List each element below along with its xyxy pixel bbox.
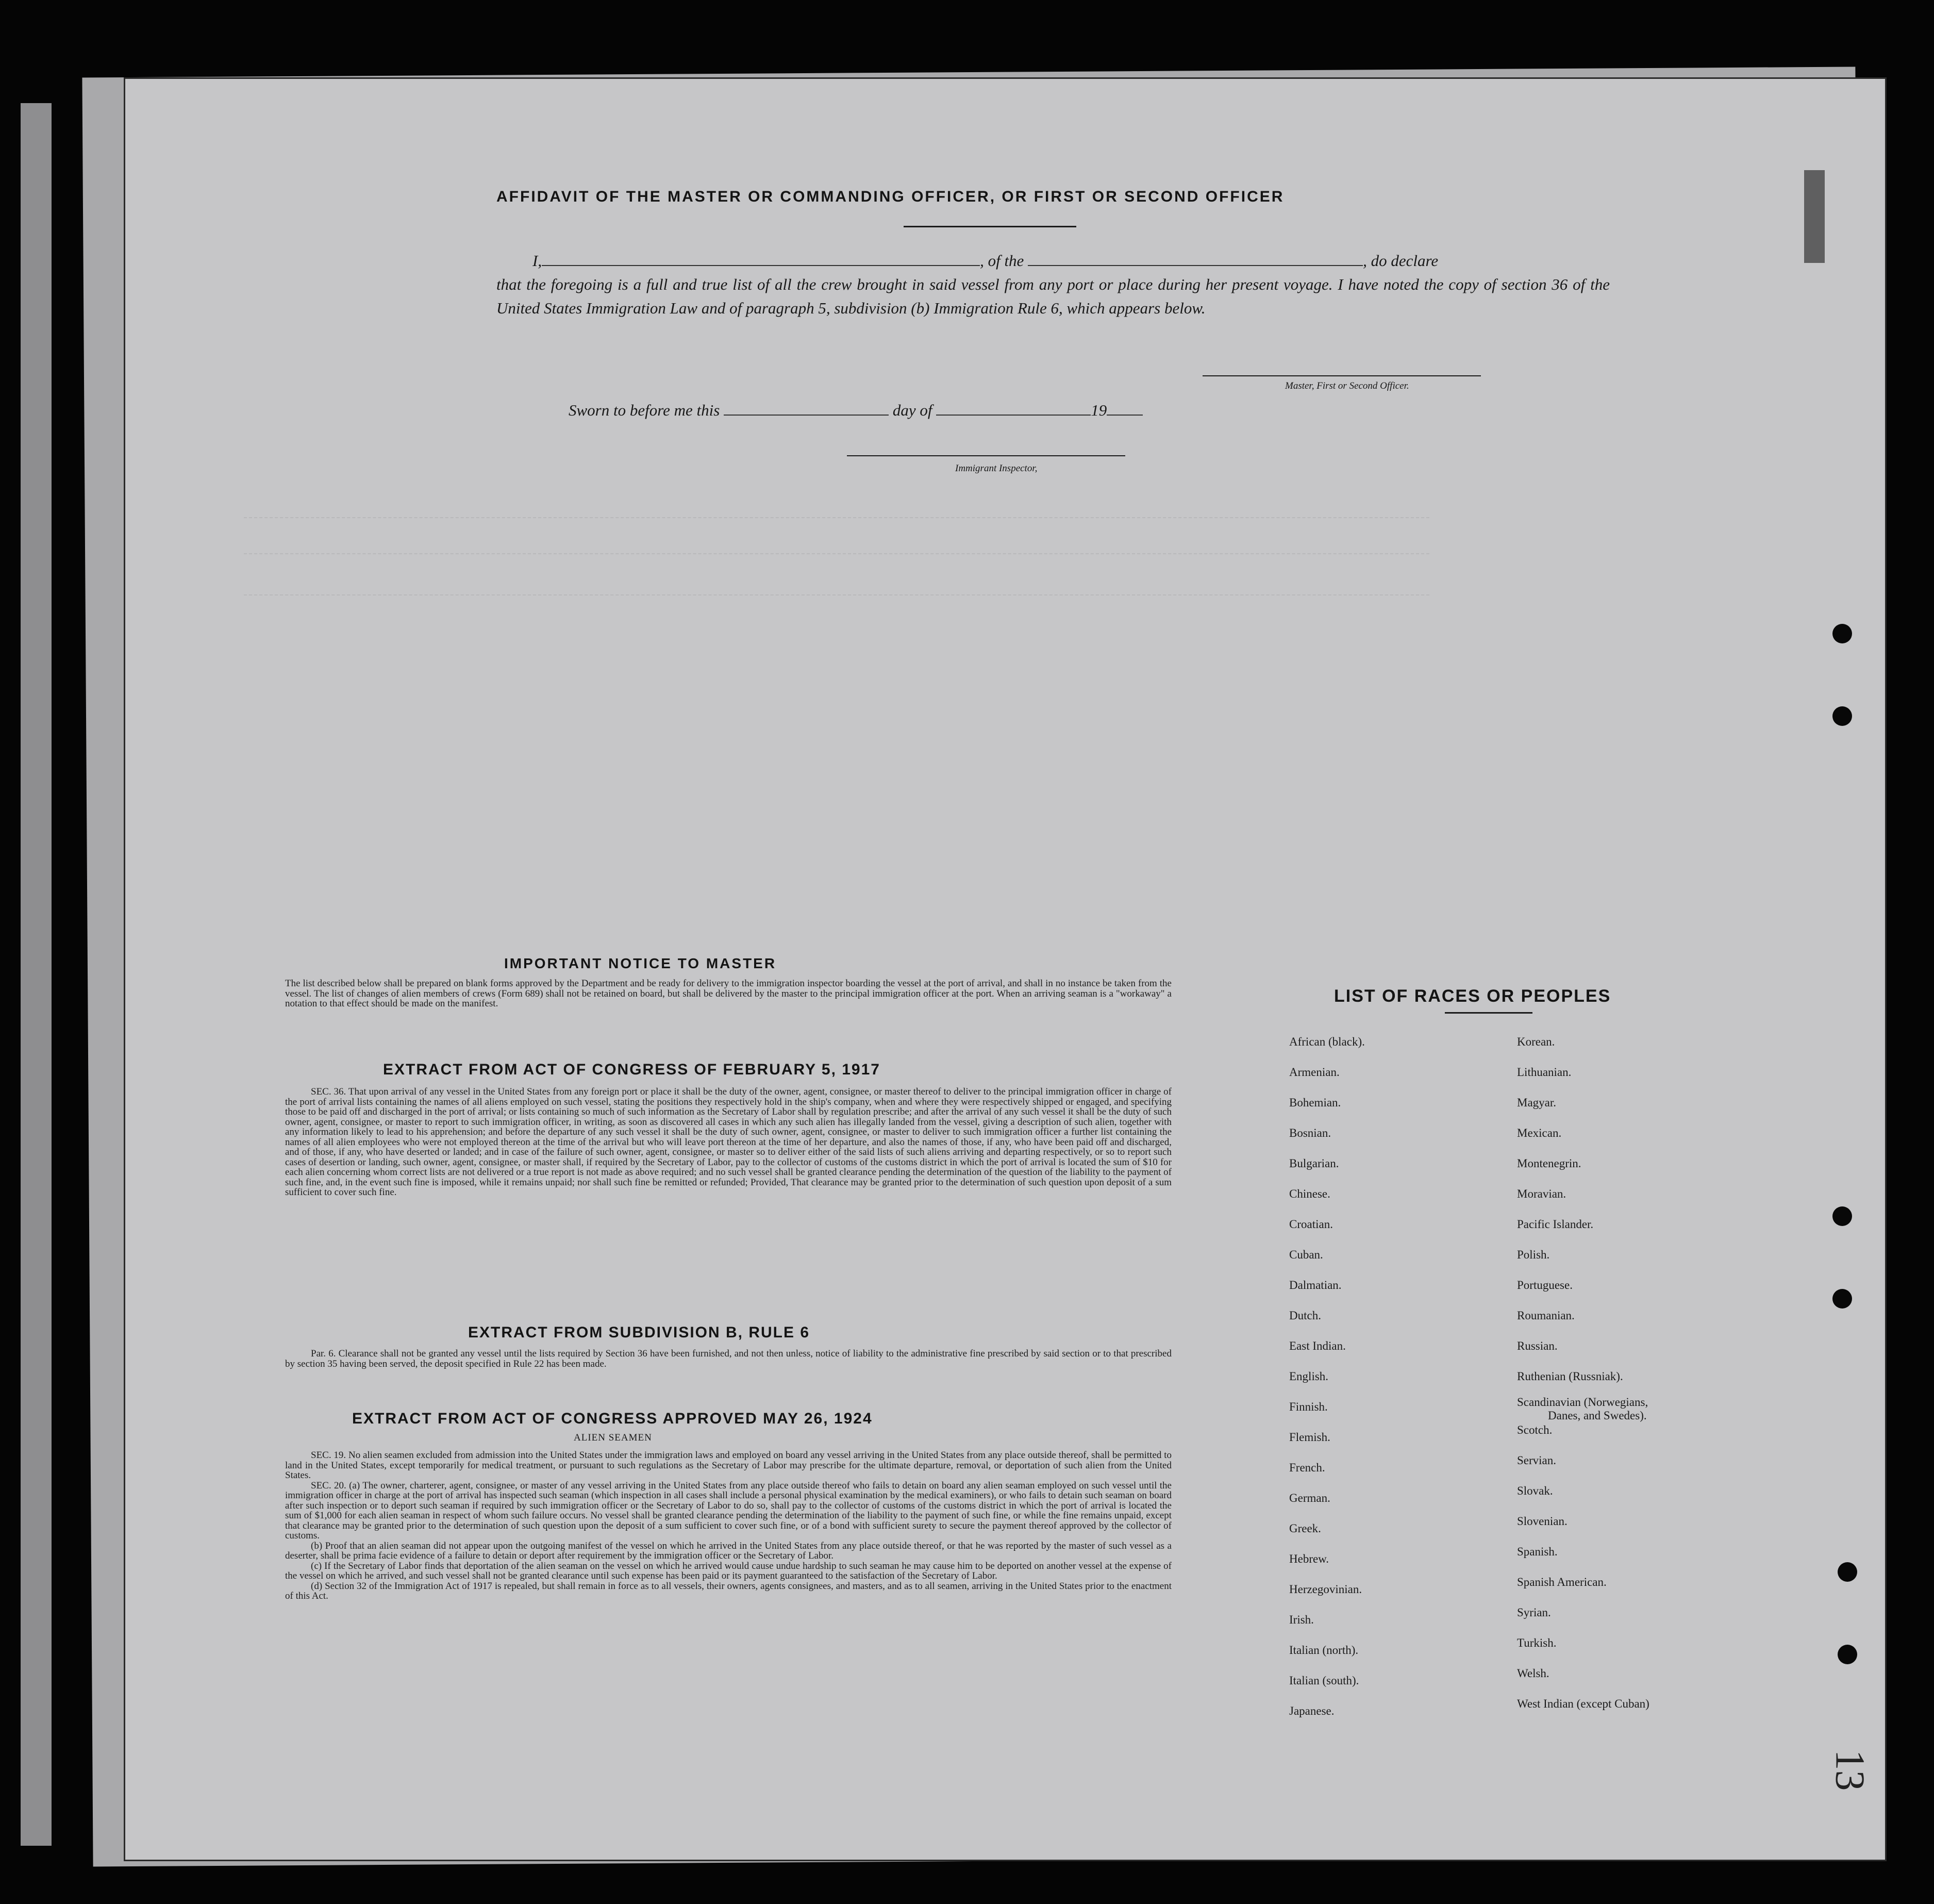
of-the-label: , of the xyxy=(980,252,1024,270)
race-item: Bulgarian. xyxy=(1289,1157,1339,1170)
race-item: Korean. xyxy=(1517,1035,1555,1048)
torn-edge xyxy=(1804,170,1825,263)
binder-hole xyxy=(1838,1562,1857,1582)
race-item: Finnish. xyxy=(1289,1400,1328,1413)
inspector-line[interactable] xyxy=(847,455,1125,456)
race-item: Slovenian. xyxy=(1517,1515,1568,1528)
race-item: Turkish. xyxy=(1517,1636,1557,1649)
race-item: Syrian. xyxy=(1517,1606,1551,1619)
race-item: Hebrew. xyxy=(1289,1552,1329,1565)
extract-1924-body xyxy=(285,1450,1172,1601)
affidavit-body: that the foregoing is a full and true list of all the crew brought in said vessel from any port or place during her present voyage. I have noted the copy of section 36 of the United States Immigration Law and of paragraph 5, subdivision (b) Immigration Rule 6, which appears below. xyxy=(496,275,1610,317)
race-item: Bosnian. xyxy=(1289,1127,1331,1139)
affidavit-title: AFFIDAVIT OF THE MASTER OR COMMANDING OFFICER, OR FIRST OR SECOND OFFICER xyxy=(496,188,1285,205)
race-item: Russian. xyxy=(1517,1339,1558,1352)
races-title: LIST OF RACES OR PEOPLES xyxy=(1334,986,1611,1006)
race-item: Roumanian. xyxy=(1517,1309,1575,1322)
race-item: Pacific Islander. xyxy=(1517,1218,1594,1231)
race-item: Armenian. xyxy=(1289,1066,1340,1079)
race-item: Montenegrin. xyxy=(1517,1157,1581,1170)
year-prefix: 19 xyxy=(1091,401,1107,419)
race-item: Chinese. xyxy=(1289,1187,1330,1200)
race-item: Spanish. xyxy=(1517,1545,1558,1558)
race-item: Irish. xyxy=(1289,1613,1314,1626)
margin-page-number: 13 xyxy=(1827,1749,1873,1791)
extract-rule6-body: Par. 6. Clearance shall not be granted any vessel until the lists required by Section 36 have been furnished, and not then unless, notice of liability to the administrative fine prescribed by said section or to that prescribed by section 35 having been served, the deposit specified in Rule 22 has been made. xyxy=(285,1348,1172,1369)
extract-1917-title: EXTRACT FROM ACT OF CONGRESS OF FEBRUARY 5, 1917 xyxy=(383,1061,880,1078)
races-left-column xyxy=(1289,1026,1365,1726)
race-item: Spanish American. xyxy=(1517,1576,1607,1588)
race-item: English. xyxy=(1289,1370,1329,1383)
race-item: Japanese. xyxy=(1289,1704,1335,1717)
race-item: Cuban. xyxy=(1289,1248,1323,1261)
binder-hole xyxy=(1832,706,1852,726)
faint-row xyxy=(244,594,1429,595)
race-item: Welsh. xyxy=(1517,1667,1549,1680)
sec19-paragraph: SEC. 19. No alien seamen excluded from admission into the United States under the immigration laws and employed on board any vessel arriving in the United States from any place outside thereof, shall be permitted to land in the United States, except temporarily for medical treatment, or pursuant to such regulations as the Secretary of Labor may prescribe for the ultimate departure, removal, or deportation of such alien from the United States. xyxy=(285,1450,1172,1481)
binder-hole xyxy=(1838,1645,1857,1664)
race-item-scandinavian-cont: Danes, and Swedes). xyxy=(1548,1409,1647,1422)
race-item: West Indian (except Cuban) xyxy=(1517,1697,1649,1710)
race-item-scandinavian: Scandinavian (Norwegians, xyxy=(1517,1396,1648,1409)
faint-row xyxy=(244,517,1429,518)
race-item: Slovak. xyxy=(1517,1484,1553,1497)
vessel-blank[interactable] xyxy=(1028,265,1363,266)
background-sheet-edge xyxy=(21,103,52,1846)
faint-row xyxy=(244,553,1429,554)
affidavit-i-label: I, xyxy=(532,252,542,270)
race-item: Herzegovinian. xyxy=(1289,1583,1362,1596)
race-item: Polish. xyxy=(1517,1248,1550,1261)
do-declare-label: , do declare xyxy=(1363,252,1439,270)
race-item: African (black). xyxy=(1289,1035,1365,1048)
race-item: Mexican. xyxy=(1517,1127,1562,1139)
race-item: Italian (north). xyxy=(1289,1644,1359,1657)
extract-1917-body: SEC. 36. That upon arrival of any vessel in the United States from any foreign port or place it shall be the duty of the owner, agent, consignee, or master thereof to deliver to the principal immigration officer in charge of the port of arrival lists containing the names of all aliens employed on such vessel, stating the positions they respectively hold in the ship's company, when and where they were respectively shipped or engaged, and specifying those to be paid off and discharged in the port of arrival; or lists containing so much of such information as the Secretary of Labor shall by regulation prescribe; and after the arrival of any such vessel it shall be the duty of such owner, agent, consignee, or master to report to such immigration officer, in writing, as soon as discovered all cases in which any such alien has illegally landed from the vessel, giving a description of such alien, together with any information likely to lead to his apprehension; and before the departure of any such vessel it shall be the duty of such owner, agent, consignee, or master to deliver to such immigration officer a further list containing the names of all alien employees who were not employed thereon at the time of the arrival but who will leave port thereon at the time of her departure, and also the names of those, if any, who have been paid off and discharged, and of those, if any, who have deserted or landed; and in case of the failure of such owner, agent, consignee, or master so to deliver either of the said lists of such aliens arriving and departing respectively, or so to report such cases of desertion or landing, such owner, agent, consignee, or master shall, if required by the Secretary of Labor, pay to the collector of customs of the customs district in which the port of arrival is located the sum of $10 for each alien concerning whom correct lists are not delivered or a true report is not made as above required; and no such vessel shall be granted clearance pending the determination of the question of the liability to the payment of such fine, and, in the event such fine is imposed, while it remains unpaid; nor shall such fine be remitted or refunded; Provided, That clearance may be granted prior to the determination of such question upon deposit of a sum sufficient to cover such fine. xyxy=(285,1086,1172,1198)
inspector-caption: Immigrant Inspector, xyxy=(955,463,1038,474)
race-item: Lithuanian. xyxy=(1517,1066,1572,1079)
binder-hole xyxy=(1832,1206,1852,1226)
race-item: Dutch. xyxy=(1289,1309,1321,1322)
race-item: Dalmatian. xyxy=(1289,1279,1342,1292)
race-item: Servian. xyxy=(1517,1454,1557,1467)
title-rule xyxy=(904,226,1076,227)
race-item: Greek. xyxy=(1289,1522,1321,1535)
race-item: Flemish. xyxy=(1289,1431,1330,1444)
sec20d-paragraph: (d) Section 32 of the Immigration Act of 1917 is repealed, but shall remain in force as to all vessels, their owners, agents consignees, and masters, and as to all seamen, arriving in the United States prior to the enactment of this Act. xyxy=(285,1580,1172,1601)
race-item: Moravian. xyxy=(1517,1187,1566,1200)
sec20b-paragraph: (b) Proof that an alien seaman did not appear upon the outgoing manifest of the vessel on which he arrived in the United States from any place outside thereof, or that he was reported by the master of such vessel as a deserter, shall be prima facie evidence of a failure to detain or deport after requirement by the immigration officer or the Secretary of Labor. xyxy=(285,1540,1172,1561)
race-item: Italian (south). xyxy=(1289,1674,1359,1687)
sec20a-paragraph: SEC. 20. (a) The owner, charterer, agent, consignee, or master of any vessel arriving in the United States from any place outside thereof who fails to detain on board any alien seaman employed on such vessel until the immigration officer in charge at the port of arrival has inspected such seaman (which inspection in all cases shall include a personal physical examination by the medical examiners), or who fails to detain such seaman on board after such inspection or to deport such seaman if required by such immigration officer or the Secretary of Labor to do so, shall pay to the collector of customs of the customs district in which the port of arrival is located the sum of $1,000 for each alien seaman in respect of whom such failure occurs. No vessel shall be granted clearance pending the determination of the liability to the payment of such fine, or while the fine remains unpaid, except that clearance may be granted prior to the determination of such question upon the deposit of a sum sufficient to cover such fine, or of a bond with sufficient surety to secure the payment thereof approved by the collector of customs. xyxy=(285,1480,1172,1541)
race-item: Croatian. xyxy=(1289,1218,1333,1231)
binder-hole xyxy=(1832,1289,1852,1309)
day-of-label: day of xyxy=(892,401,932,419)
extract-1924-title: EXTRACT FROM ACT OF CONGRESS APPROVED MAY 26, 1924 xyxy=(352,1410,873,1427)
sworn-line xyxy=(569,401,1143,420)
races-right-column xyxy=(1517,1026,1649,1719)
month-blank[interactable] xyxy=(936,415,1091,416)
day-blank[interactable] xyxy=(724,415,889,416)
notice-title: IMPORTANT NOTICE TO MASTER xyxy=(504,955,777,971)
signature-caption: Master, First or Second Officer. xyxy=(1285,380,1409,391)
race-item: Portuguese. xyxy=(1517,1279,1573,1292)
extract-rule6-title: EXTRACT FROM SUBDIVISION B, RULE 6 xyxy=(468,1324,810,1341)
sec20c-paragraph: (c) If the Secretary of Labor finds that deportation of the alien seaman on the vessel on which he arrived would cause undue hardship to such seaman he may cause him to be deported on another vessel at the expense of the vessel on which he arrived, and such vessel shall not be granted clearance until such expense has been paid or its payment guaranteed to the satisfaction of the Secretary of Labor. xyxy=(285,1560,1172,1581)
document-page xyxy=(124,77,1887,1861)
binder-hole xyxy=(1832,624,1852,643)
sworn-text: Sworn to before me this xyxy=(569,401,720,419)
name-blank[interactable] xyxy=(542,265,980,266)
year-blank[interactable] xyxy=(1107,415,1143,416)
race-item: German. xyxy=(1289,1492,1330,1504)
notice-body: The list described below shall be prepared on blank forms approved by the Department and be ready for delivery to the immigration inspector boarding the vessel at the port of arrival, and shall in no instance be taken from the vessel. The list of changes of alien members of crews (Form 689) shall not be retained on board, but shall be delivered by the master to the principal immigration officer at the port. When an arriving seaman is a "workaway" a notation to that effect should be made on the manifest. xyxy=(285,978,1172,1009)
extract-1924-subtitle: ALIEN SEAMEN xyxy=(574,1432,652,1443)
race-item: Scotch. xyxy=(1517,1423,1553,1436)
race-item: Bohemian. xyxy=(1289,1096,1341,1109)
race-item: French. xyxy=(1289,1461,1325,1474)
race-item: Ruthenian (Russniak). xyxy=(1517,1370,1623,1383)
race-item: East Indian. xyxy=(1289,1339,1346,1352)
affidavit-text xyxy=(496,249,1610,320)
races-title-rule xyxy=(1445,1012,1532,1014)
race-item: Magyar. xyxy=(1517,1096,1557,1109)
signature-line[interactable] xyxy=(1203,375,1481,376)
